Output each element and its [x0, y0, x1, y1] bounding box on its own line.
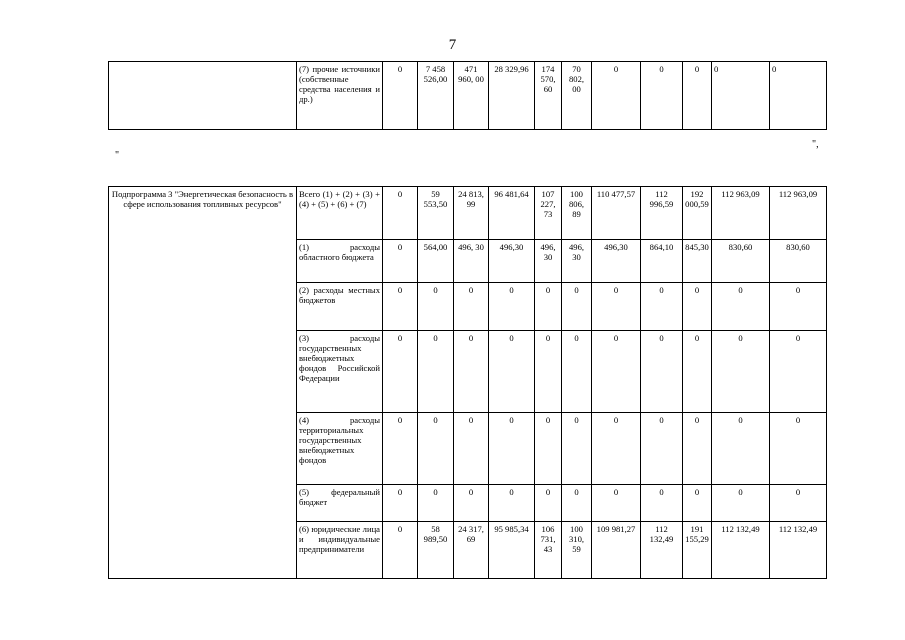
value-cell: 0	[562, 413, 592, 485]
value-cell: 830,60	[770, 240, 827, 283]
value-cell: 0	[683, 331, 712, 413]
row-label: (4) расходы территориальных государственных внебюджетных фондов	[297, 413, 383, 485]
value-cell: 0	[683, 62, 712, 130]
value-cell: 112 132,49	[712, 522, 770, 579]
value-cell: 496,30	[592, 240, 641, 283]
value-cell: 0	[562, 485, 592, 522]
table-row	[109, 62, 827, 130]
value-cell: 0	[683, 485, 712, 522]
value-cell: 845,30	[683, 240, 712, 283]
value-cell: 0	[489, 485, 535, 522]
value-cell: 110 477,57	[592, 187, 641, 240]
value-cell: 106 731, 43	[535, 522, 562, 579]
subprogram-3-table	[108, 186, 827, 579]
value-cell: 100 806, 89	[562, 187, 592, 240]
value-cell: 564,00	[418, 240, 454, 283]
value-cell: 0	[592, 62, 641, 130]
row-label: (6) юридические лица и индивидуальные предприниматели	[297, 522, 383, 579]
value-cell: 496,30	[489, 240, 535, 283]
value-cell: 112 132,49	[641, 522, 683, 579]
value-cell: 192 000,59	[683, 187, 712, 240]
value-cell: 496, 30	[454, 240, 489, 283]
value-cell: 112 963,09	[770, 187, 827, 240]
value-cell: 496, 30	[562, 240, 592, 283]
value-cell: 95 985,34	[489, 522, 535, 579]
row-label: (2) расходы местных бюджетов	[297, 283, 383, 331]
value-cell: 0	[712, 62, 770, 130]
value-cell: 70 802, 00	[562, 62, 592, 130]
value-cell: 112 132,49	[770, 522, 827, 579]
value-cell: 0	[770, 283, 827, 331]
value-cell: 0	[383, 62, 418, 130]
table-row	[109, 187, 827, 240]
value-cell: 107 227, 73	[535, 187, 562, 240]
value-cell: 0	[383, 187, 418, 240]
row-label: (7) прочие источники (собственные средства населения и др.)	[297, 62, 383, 130]
value-cell: 112 996,59	[641, 187, 683, 240]
subprogram-title: Подпрограмма 3 "Энергетическая безопасность в сфере использования топливных ресурсов"	[109, 187, 297, 579]
value-cell: 0	[489, 331, 535, 413]
row-label: (5) федеральный бюджет	[297, 485, 383, 522]
value-cell: 0	[562, 283, 592, 331]
program-cell	[109, 62, 297, 130]
value-cell: 0	[489, 283, 535, 331]
value-cell: 0	[418, 485, 454, 522]
value-cell: 0	[641, 485, 683, 522]
value-cell: 59 553,50	[418, 187, 454, 240]
value-cell: 496, 30	[535, 240, 562, 283]
value-cell: 0	[535, 331, 562, 413]
value-cell: 0	[712, 283, 770, 331]
value-cell: 174 570, 60	[535, 62, 562, 130]
value-cell: 96 481,64	[489, 187, 535, 240]
value-cell: 24 813, 99	[454, 187, 489, 240]
value-cell: 0	[562, 331, 592, 413]
value-cell: 0	[454, 331, 489, 413]
value-cell: 100 310, 59	[562, 522, 592, 579]
value-cell: 0	[641, 62, 683, 130]
value-cell: 0	[383, 331, 418, 413]
value-cell: 0	[592, 331, 641, 413]
value-cell: 58 989,50	[418, 522, 454, 579]
value-cell: 0	[383, 413, 418, 485]
value-cell: 0	[592, 283, 641, 331]
value-cell: 0	[770, 62, 827, 130]
value-cell: 0	[712, 331, 770, 413]
closing-quote: ",	[812, 139, 819, 150]
value-cell: 471 960, 00	[454, 62, 489, 130]
value-cell: 0	[454, 485, 489, 522]
row-label: Всего (1) + (2) + (3) + (4) + (5) + (6) + (7)	[297, 187, 383, 240]
value-cell: 0	[683, 283, 712, 331]
row-label: (1) расходы областного бюджета	[297, 240, 383, 283]
page-number: 7	[448, 37, 457, 53]
value-cell: 0	[712, 413, 770, 485]
value-cell: 0	[454, 413, 489, 485]
value-cell: 0	[535, 413, 562, 485]
value-cell: 0	[489, 413, 535, 485]
value-cell: 0	[418, 413, 454, 485]
value-cell: 109 981,27	[592, 522, 641, 579]
value-cell: 0	[383, 283, 418, 331]
value-cell: 0	[641, 283, 683, 331]
value-cell: 0	[770, 413, 827, 485]
value-cell: 112 963,09	[712, 187, 770, 240]
value-cell: 0	[592, 413, 641, 485]
value-cell: 0	[592, 485, 641, 522]
value-cell: 0	[683, 413, 712, 485]
value-cell: 0	[641, 331, 683, 413]
value-cell: 0	[535, 283, 562, 331]
value-cell: 0	[770, 485, 827, 522]
value-cell: 0	[535, 485, 562, 522]
opening-quote: "	[115, 150, 120, 161]
value-cell: 0	[418, 283, 454, 331]
value-cell: 864,10	[641, 240, 683, 283]
value-cell: 0	[383, 485, 418, 522]
value-cell: 0	[712, 485, 770, 522]
budget-table-continuation	[108, 61, 827, 130]
value-cell: 0	[418, 331, 454, 413]
value-cell: 7 458 526,00	[418, 62, 454, 130]
value-cell: 0	[454, 283, 489, 331]
value-cell: 0	[770, 331, 827, 413]
value-cell: 0	[383, 240, 418, 283]
row-label: (3) расходы государственных внебюджетных фондов Российской Федерации	[297, 331, 383, 413]
value-cell: 0	[641, 413, 683, 485]
value-cell: 24 317, 69	[454, 522, 489, 579]
value-cell: 28 329,96	[489, 62, 535, 130]
value-cell: 191 155,29	[683, 522, 712, 579]
value-cell: 0	[383, 522, 418, 579]
value-cell: 830,60	[712, 240, 770, 283]
